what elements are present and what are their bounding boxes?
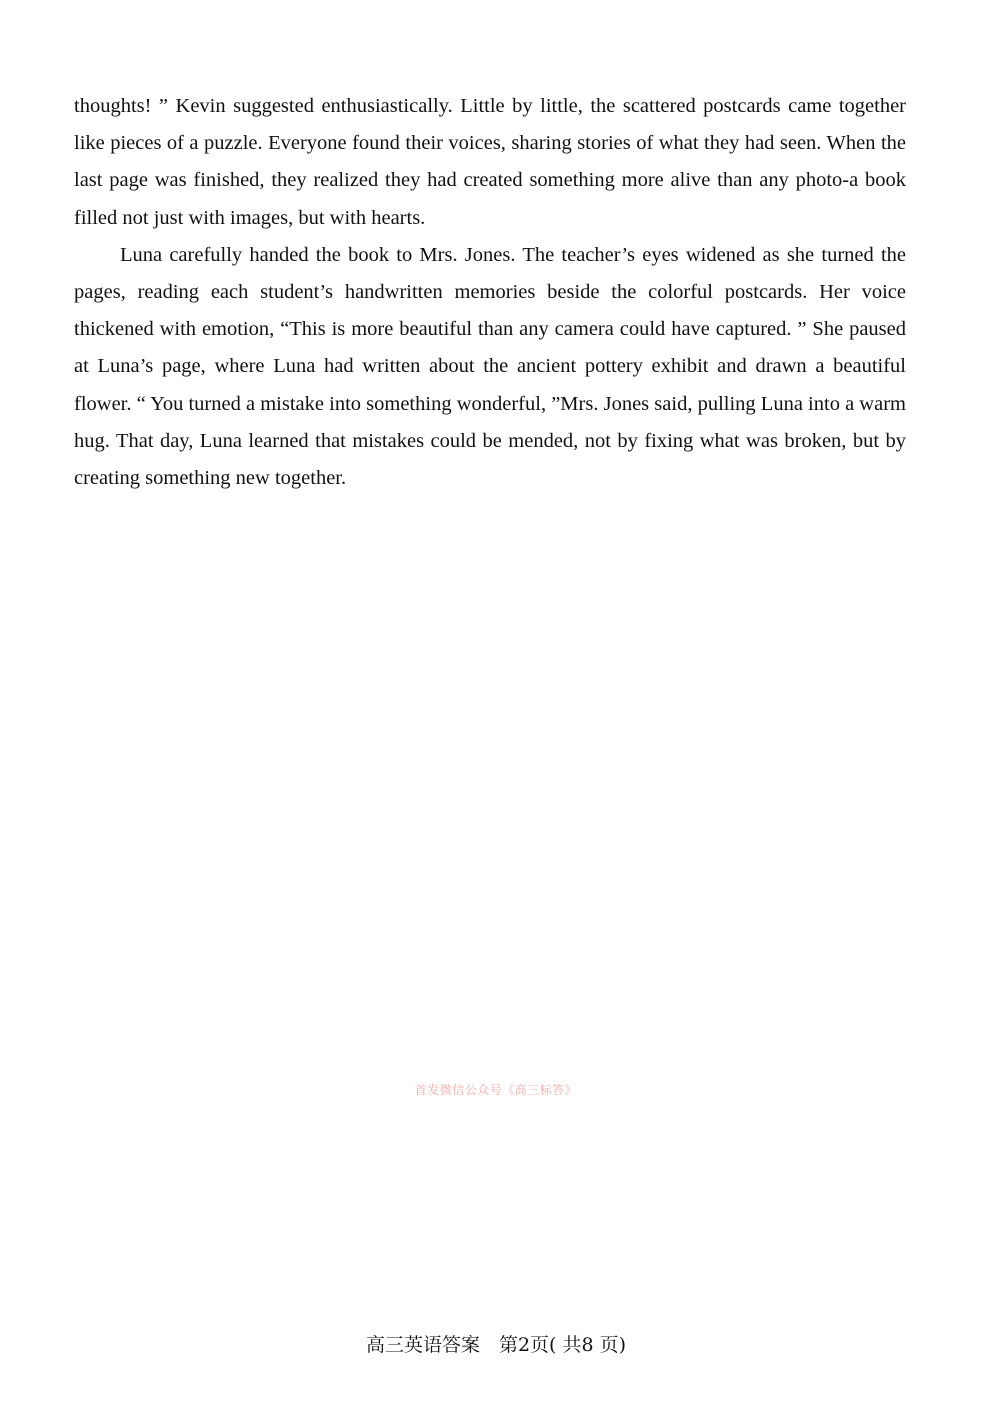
document-body bbox=[74, 88, 906, 497]
paragraph-1: thoughts! ” Kevin suggested enthusiastically. Little by little, the scattered postcards came together like pieces of a puzzle. Everyone found their voices, sharing stories of what they had seen. When the last page was finished, they realized they had created something more alive than any photo-a book filled not just with images, but with hearts. bbox=[74, 95, 906, 229]
paragraph-2: Luna carefully handed the book to Mrs. Jones. The teacher’s eyes widened as she turned the pages, reading each student’s handwritten memories beside the colorful postcards. Her voice thickened with emotion, “This is more beautiful than any camera could have captured. ” She paused at Luna’s page, where Luna had written about the ancient pottery exhibit and drawn a beautiful flower. “ You turned a mistake into something wonderful, ”Mrs. Jones said, pulling Luna into a warm hug. That day, Luna learned that mistakes could be mended, not by fixing what was broken, but by creating something new together. bbox=[74, 243, 906, 490]
watermark-text: 首发微信公众号《高三标答》 bbox=[414, 1083, 578, 1097]
page-footer: 高三英语答案 第2页( 共8 页) bbox=[365, 1334, 627, 1356]
